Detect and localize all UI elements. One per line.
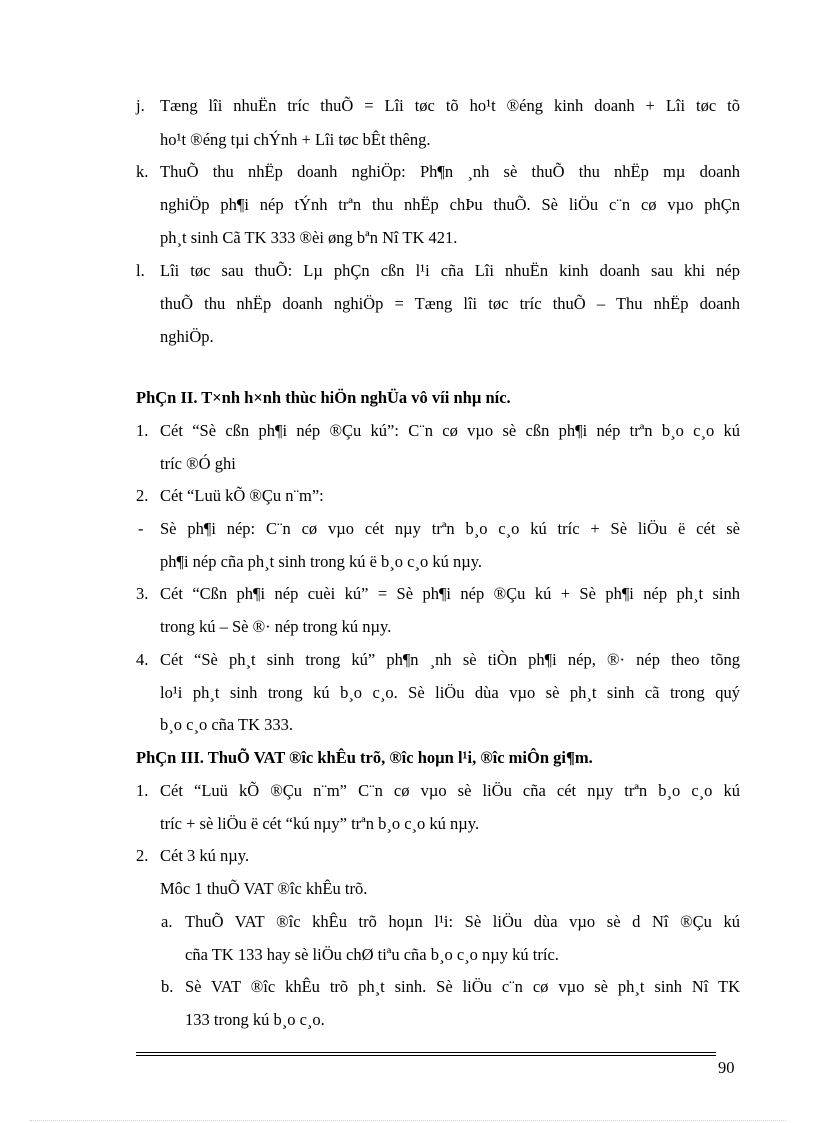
list-label: b.	[161, 977, 174, 996]
paragraph-line: Tæng lîi nhuËn tríc thuÕ = Lîi tøc tõ ho¹t ®éng kinh doanh + Lîi tøc tõ	[160, 96, 740, 115]
section-heading: PhÇn III. ThuÕ VAT ®îc khÊu trõ, ®îc hoµn l¹i, ®îc miÔn gi¶m.	[136, 748, 593, 767]
list-label: 2.	[136, 486, 149, 505]
list-label: k.	[136, 162, 149, 181]
list-label: 1.	[136, 781, 149, 800]
paragraph-line: Sè VAT ®îc khÊu trõ ph¸t sinh. Sè liÖu c¨n cø vµo sè ph¸t sinh Nî TK	[185, 977, 740, 996]
paragraph-line: trong kú – Sè ®· nép trong kú nµy.	[160, 617, 392, 636]
paragraph-line: nghiÖp ph¶i nép tÝnh trªn thu nhËp chÞu thuÕ. Sè liÖu c¨n cø vµo phÇn	[160, 195, 740, 214]
paragraph-line: Cét “Luü kÕ ®Çu n¨m”:	[160, 486, 324, 505]
paragraph-line: tríc + sè liÖu ë cét “kú nµy” trªn b¸o c¸o kú nµy.	[160, 814, 480, 833]
paragraph-line: b¸o c¸o cña TK 333.	[160, 715, 294, 734]
list-label: 1.	[136, 421, 149, 440]
paragraph-line: Cét “Sè cßn ph¶i nép ®Çu kú”: C¨n cø vµo sè cßn ph¶i nép trªn b¸o c¸o kú	[160, 421, 740, 440]
paragraph-line: Cét “Sè ph¸t sinh trong kú” ph¶n ¸nh sè tiÒn ph¶i nép, ®· nép theo tõng	[160, 650, 740, 669]
list-label: l.	[136, 261, 145, 280]
paragraph-line: nghiÖp.	[160, 327, 214, 346]
section-heading: PhÇn II. T×nh h×nh thùc hiÖn nghÜa vô víi nhµ níc.	[136, 388, 511, 407]
paragraph-line: Lîi tøc sau thuÕ: Lµ phÇn cßn l¹i cña Lîi nhuËn kinh doanh sau khi nép	[160, 261, 740, 280]
page-edge-divider	[30, 1120, 786, 1121]
page-number: 90	[718, 1058, 735, 1077]
paragraph-line: Cét “Luü kÕ ®Çu n¨m” C¨n cø vµo sè liÖu cña cét nµy trªn b¸o c¸o kú	[160, 781, 740, 800]
paragraph-line: tríc ®Ó ghi	[160, 454, 236, 473]
paragraph-line: cña TK 133 hay sè liÖu chØ tiªu cña b¸o c¸o nµy kú tríc.	[185, 945, 559, 964]
paragraph-line: Cét “Cßn ph¶i nép cuèi kú” = Sè ph¶i nép ®Çu kú + Sè ph¶i nép ph¸t sinh	[160, 584, 740, 603]
list-label: -	[138, 519, 144, 538]
list-label: 3.	[136, 584, 149, 603]
paragraph-line: Cét 3 kú nµy.	[160, 846, 250, 865]
paragraph-line: lo¹i ph¸t sinh trong kú b¸o c¸o. Sè liÖu dùa vµo sè ph¸t sinh cã trong quý	[160, 683, 740, 702]
paragraph-line: thuÕ thu nhËp doanh nghiÖp = Tæng lîi tøc tríc thuÕ – Thu nhËp doanh	[160, 294, 740, 313]
paragraph-line: Sè ph¶i nép: C¨n cø vµo cét nµy trªn b¸o c¸o kú tríc + Sè liÖu ë cét sè	[160, 519, 740, 538]
paragraph-line: ho¹t ®éng tµi chÝnh + Lîi tøc bÊt thêng.	[160, 130, 431, 149]
paragraph-line: Môc 1 thuÕ VAT ®îc khÊu trõ.	[160, 879, 368, 898]
paragraph-line: ph¸t sinh Cã TK 333 ®èi øng bªn Nî TK 421.	[160, 228, 458, 247]
list-label: j.	[136, 96, 145, 115]
footer-rule	[136, 1052, 716, 1053]
paragraph-line: 133 trong kú b¸o c¸o.	[185, 1010, 325, 1029]
paragraph-line: ph¶i nép cña ph¸t sinh trong kú ë b¸o c¸o kú nµy.	[160, 552, 483, 571]
list-label: a.	[161, 912, 173, 931]
footer-rule	[136, 1055, 716, 1056]
paragraph-line: ThuÕ VAT ®îc khÊu trõ hoµn l¹i: Sè liÖu dùa vµo sè d Nî ®Çu kú	[185, 912, 740, 931]
list-label: 4.	[136, 650, 149, 669]
list-label: 2.	[136, 846, 149, 865]
paragraph-line: ThuÕ thu nhËp doanh nghiÖp: Ph¶n ¸nh sè thuÕ thu nhËp mµ doanh	[160, 162, 740, 181]
